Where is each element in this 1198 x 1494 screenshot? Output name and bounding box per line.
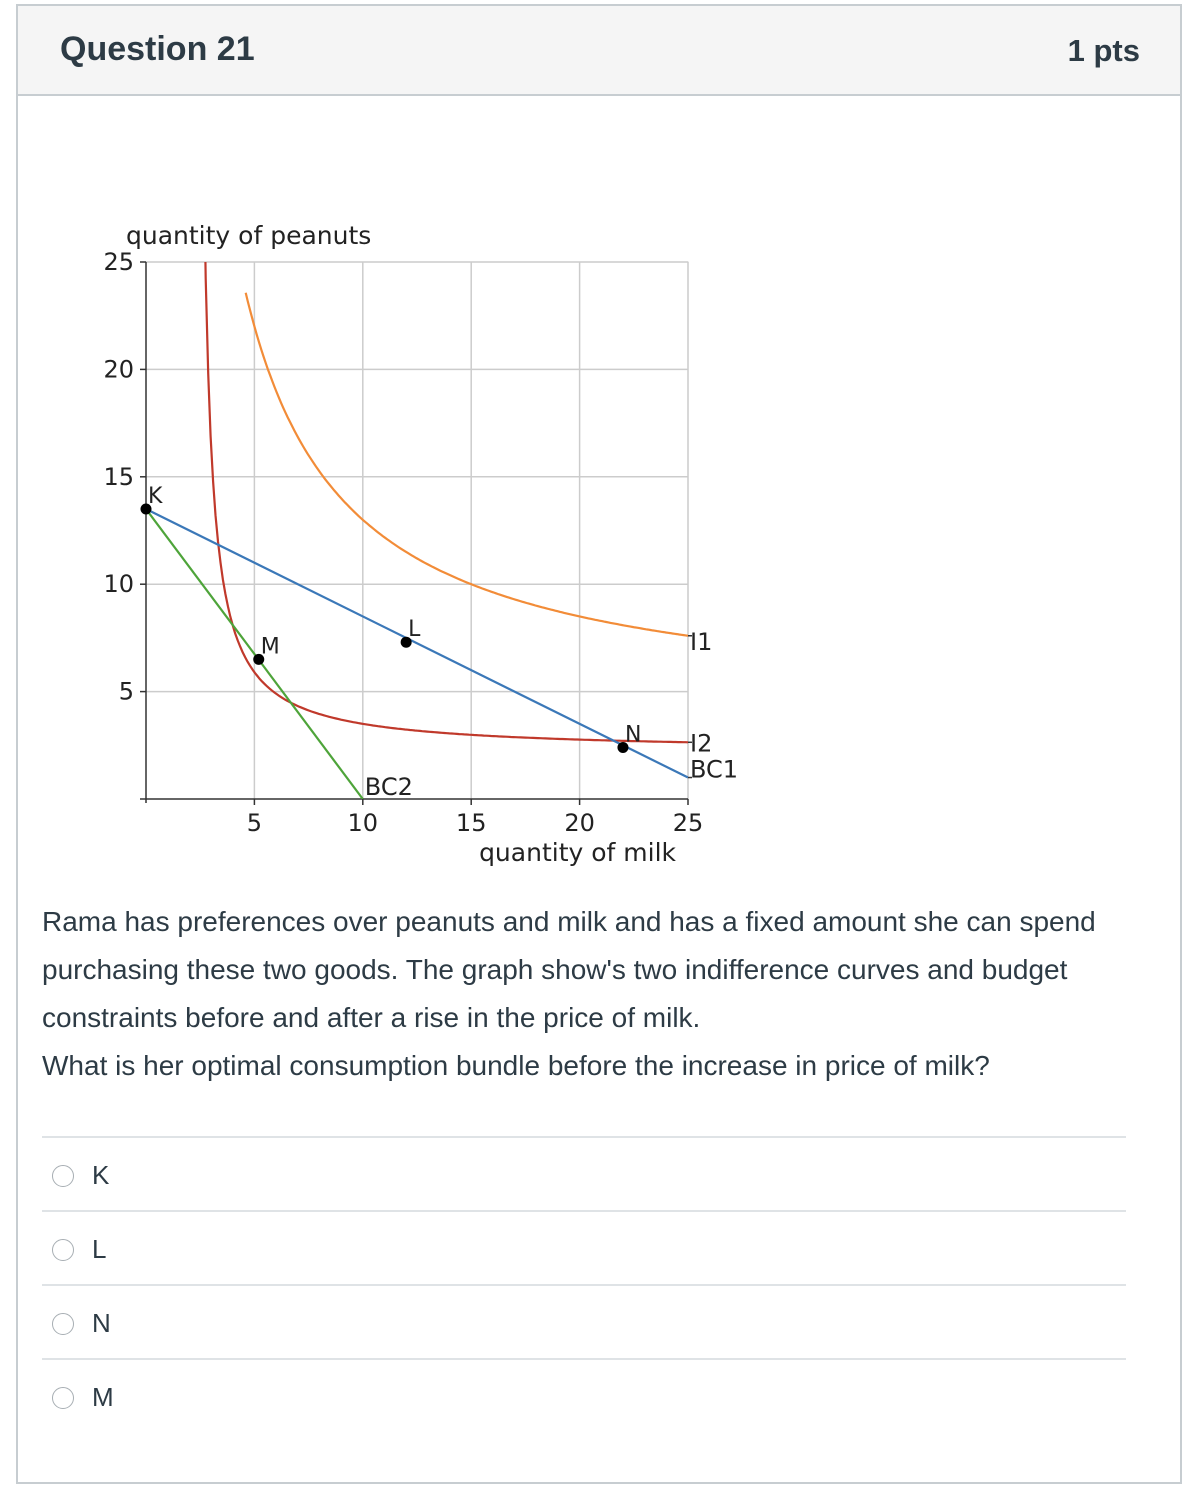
y-tick-label: 15 bbox=[103, 462, 134, 491]
indifference-curve-chart bbox=[60, 210, 760, 880]
y-tick-label: 10 bbox=[103, 570, 134, 599]
x-tick-label: 10 bbox=[347, 809, 379, 837]
point-label-k: K bbox=[148, 484, 163, 510]
question-header bbox=[18, 6, 1180, 96]
answer-option-n[interactable] bbox=[42, 1284, 1126, 1358]
question-paragraph-1: Rama has preferences over peanuts and milk and has a fixed amount she can spend purchasing these two goods. The graph show's two indifference curves and budget constraints before and after a rise in the price of milk. bbox=[42, 906, 1096, 1033]
point-label-l: L bbox=[408, 617, 421, 643]
series-label-bc2: BC2 bbox=[364, 773, 413, 801]
radio-button[interactable] bbox=[52, 1239, 74, 1261]
y-tick-label: 20 bbox=[103, 355, 134, 384]
radio-button[interactable] bbox=[52, 1387, 74, 1409]
y-axis-label: quantity of peanuts bbox=[126, 221, 372, 250]
y-tick-label: 5 bbox=[118, 677, 134, 706]
x-tick-label: 20 bbox=[564, 809, 595, 837]
question-points: 1 pts bbox=[1067, 33, 1140, 68]
answer-list bbox=[42, 1136, 1126, 1432]
series-label-bc1: BC1 bbox=[690, 755, 739, 784]
answer-label: K bbox=[92, 1160, 110, 1190]
x-tick-label: 25 bbox=[672, 809, 704, 837]
x-axis-label: quantity of milk bbox=[479, 838, 676, 867]
series-label-i2: I2 bbox=[690, 729, 713, 758]
x-tick-label: 5 bbox=[246, 809, 263, 837]
answer-option-k[interactable] bbox=[42, 1136, 1126, 1210]
point-label-m: M bbox=[260, 634, 280, 660]
question-title: Question 21 bbox=[60, 30, 255, 68]
point-label-n: N bbox=[624, 722, 642, 748]
radio-button[interactable] bbox=[52, 1165, 74, 1187]
answer-label: L bbox=[92, 1234, 107, 1264]
y-tick-label: 25 bbox=[103, 248, 134, 276]
answer-option-l[interactable] bbox=[42, 1210, 1126, 1284]
series-label-i1: I1 bbox=[690, 627, 713, 656]
x-tick-label: 15 bbox=[455, 809, 487, 837]
question-text bbox=[42, 898, 1132, 1090]
radio-button[interactable] bbox=[52, 1313, 74, 1335]
answer-option-m[interactable] bbox=[42, 1358, 1126, 1432]
answer-label: N bbox=[92, 1308, 111, 1338]
answer-label: M bbox=[92, 1382, 114, 1412]
plot-area bbox=[146, 262, 688, 799]
question-paragraph-2: What is her optimal consumption bundle before the increase in price of milk? bbox=[42, 1050, 990, 1081]
